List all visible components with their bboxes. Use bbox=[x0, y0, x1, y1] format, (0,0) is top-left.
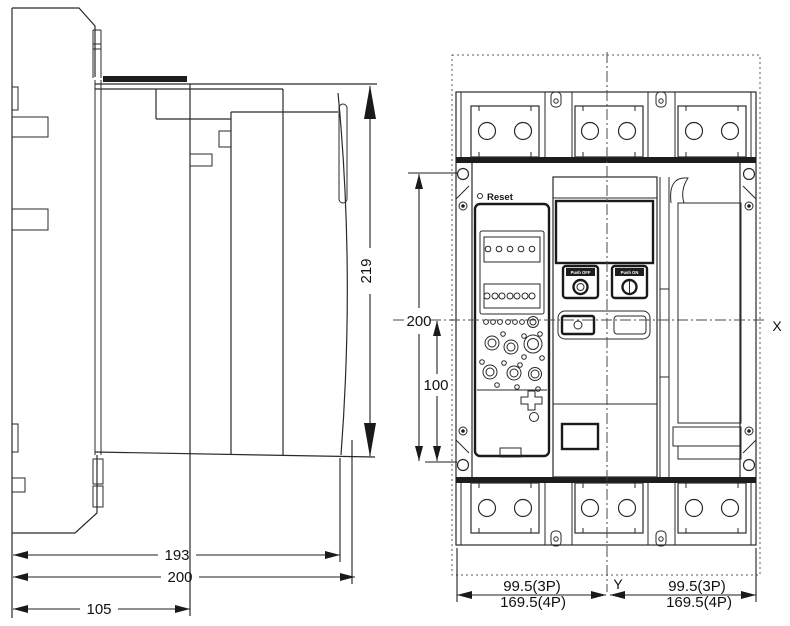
right-width-4p-label: 169.5(4P) bbox=[666, 594, 732, 611]
width-dimension-105 bbox=[13, 601, 190, 618]
width-dimension-200 bbox=[13, 569, 355, 586]
top-terminals bbox=[471, 92, 746, 157]
total-width-label: 200 bbox=[167, 569, 193, 586]
x-axis-label: X bbox=[772, 318, 782, 334]
bottom-face-line bbox=[95, 452, 375, 457]
top-mount-bar bbox=[103, 76, 187, 82]
cover-notch bbox=[219, 131, 231, 147]
top-barrier-bar bbox=[456, 157, 756, 163]
bottom-barrier-bar bbox=[456, 477, 756, 483]
y-axis-label: Y bbox=[613, 576, 623, 592]
phase-hook bbox=[551, 92, 561, 107]
corner-hole bbox=[744, 460, 755, 471]
corner-hole bbox=[744, 169, 755, 180]
center-panel bbox=[553, 177, 657, 477]
side-view bbox=[12, 8, 377, 618]
display-window bbox=[556, 201, 653, 263]
accessory-buttons bbox=[558, 311, 650, 339]
base-foot-detail bbox=[93, 459, 103, 484]
setting-dials bbox=[480, 332, 545, 392]
corner-hole bbox=[458, 460, 469, 471]
reset-button-icon bbox=[478, 194, 483, 199]
push-on-label: Push ON bbox=[620, 270, 639, 275]
mounting-outline-dotted bbox=[452, 55, 760, 575]
phase-hook bbox=[551, 531, 561, 546]
height-dimension bbox=[340, 85, 376, 584]
body-verticals bbox=[190, 84, 283, 616]
cover-step bbox=[156, 89, 231, 119]
lower-height-label: 100 bbox=[423, 377, 449, 394]
test-connector bbox=[521, 391, 542, 422]
phase-hook bbox=[656, 92, 666, 107]
reset-indicator bbox=[478, 192, 514, 203]
push-off-button bbox=[563, 266, 598, 298]
case-width-label: 193 bbox=[164, 547, 190, 564]
indicator-led-row bbox=[484, 317, 539, 328]
height-dim-label: 219 bbox=[358, 258, 375, 284]
din-bracket-outline bbox=[12, 8, 97, 618]
push-off-label: Push OFF bbox=[570, 270, 591, 275]
right-width-3p-label: 99.5(3P) bbox=[668, 578, 726, 595]
body-back-edge bbox=[93, 30, 101, 455]
corner-hole bbox=[458, 169, 469, 180]
bracket-notches bbox=[12, 87, 48, 492]
left-width-4p-label: 169.5(4P) bbox=[500, 594, 566, 611]
pull-tab bbox=[671, 178, 688, 203]
mid-notch bbox=[190, 154, 212, 166]
front-height-dimensions bbox=[406, 173, 457, 462]
front-view bbox=[393, 52, 782, 611]
width-dimension-193 bbox=[13, 547, 340, 564]
trip-unit-panel bbox=[475, 204, 549, 457]
handle-strip bbox=[660, 177, 669, 477]
left-width-3p-label: 99.5(3P) bbox=[503, 578, 561, 595]
right-cover-panel bbox=[673, 203, 741, 459]
bottom-terminals bbox=[471, 483, 746, 546]
base-width-label: 105 bbox=[86, 601, 112, 618]
nameplate-window bbox=[562, 424, 598, 449]
terminal-strip-frame bbox=[480, 231, 544, 314]
phase-hook bbox=[656, 531, 666, 546]
base-foot-detail2 bbox=[93, 486, 103, 507]
front-cover bbox=[231, 112, 338, 455]
push-on-button bbox=[612, 266, 647, 298]
top-edges bbox=[95, 84, 377, 89]
mount-height-label: 200 bbox=[406, 313, 432, 330]
reset-label: Reset bbox=[487, 192, 513, 203]
